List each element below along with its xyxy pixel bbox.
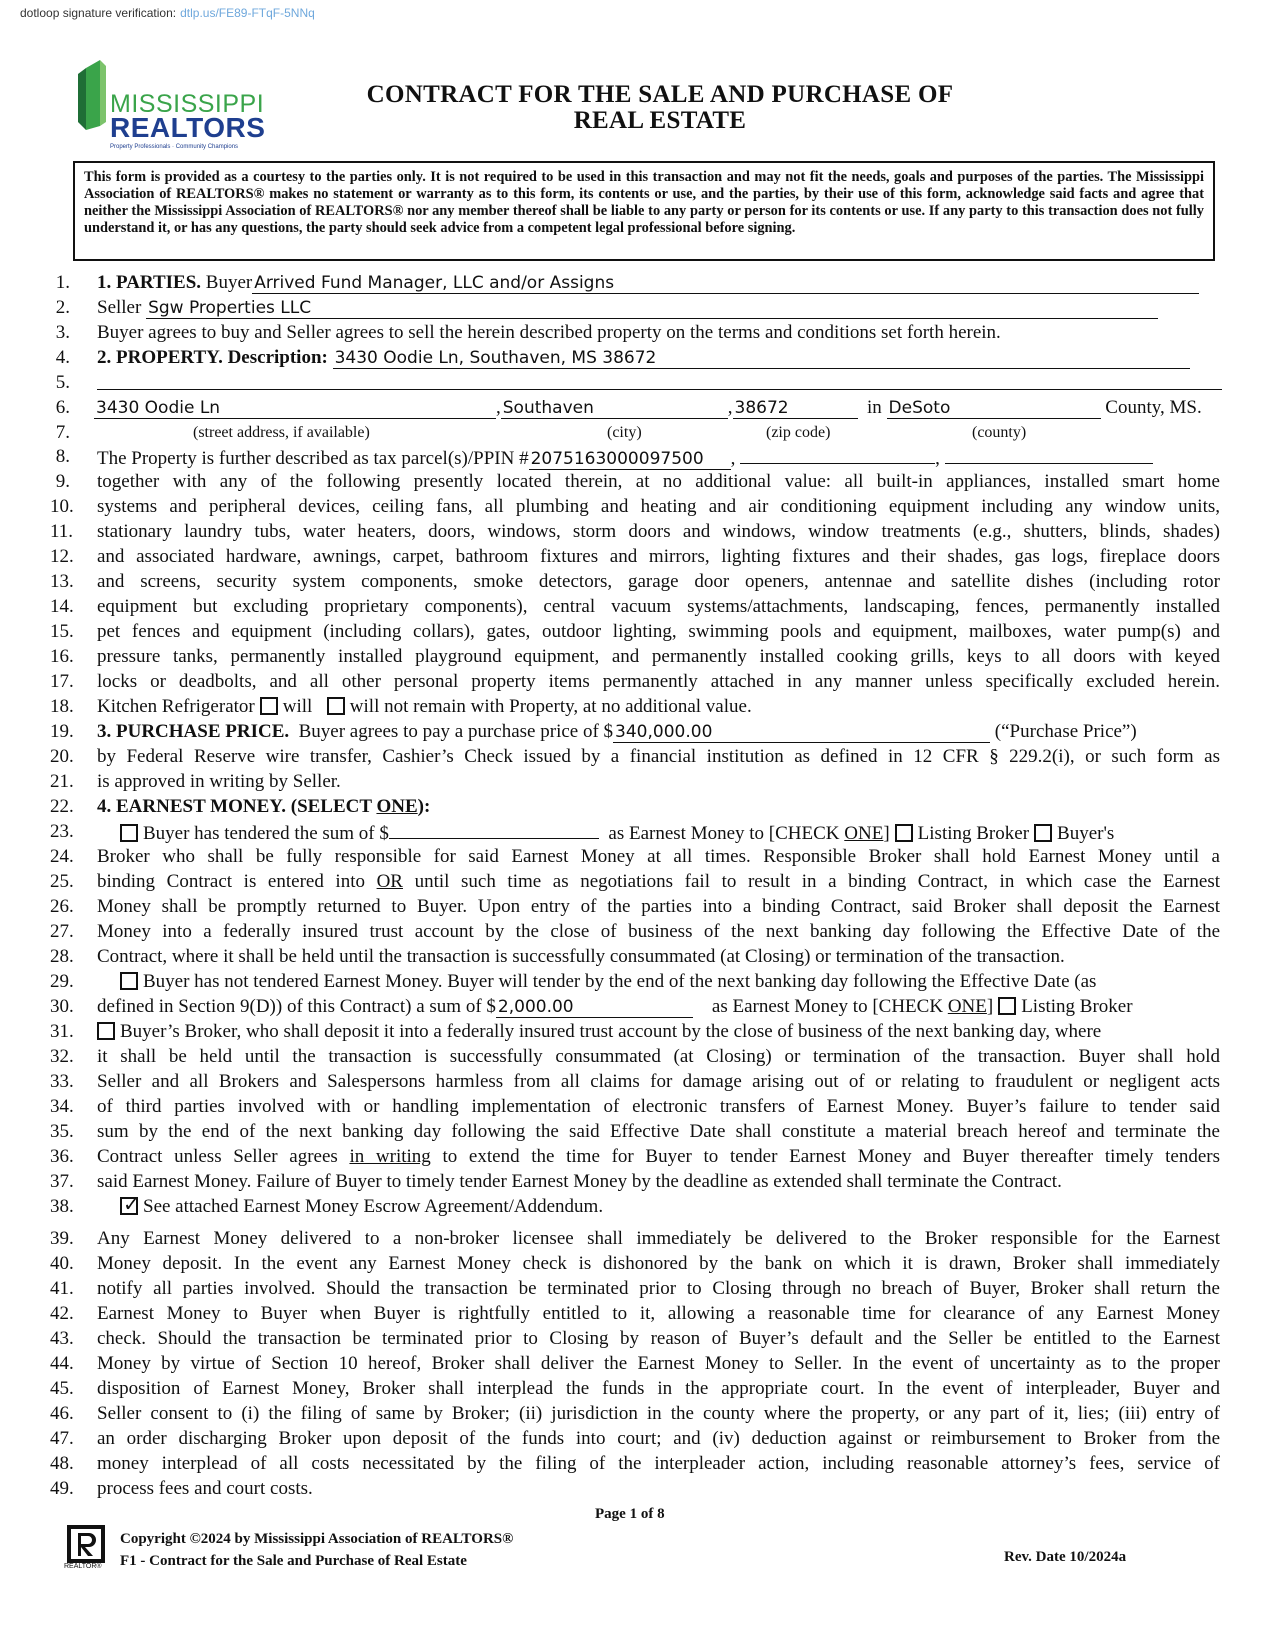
document-title: [300, 82, 1020, 134]
line-number: 49.: [50, 1478, 74, 1499]
line-number: 25.: [50, 871, 74, 892]
line-40: [50, 1252, 1220, 1276]
line-number: 27.: [50, 921, 74, 942]
line-2: [50, 296, 1220, 320]
escrow-addendum-checkbox[interactable]: [120, 1197, 138, 1215]
refrigerator-will-checkbox[interactable]: [260, 697, 278, 715]
earnest-money-amount-field[interactable]: 2,000.00: [496, 997, 693, 1018]
purchase-price-label: Buyer agrees to pay a purchase price of $: [298, 721, 614, 742]
line-text: process fees and court costs.: [97, 1478, 313, 1499]
page-number: Page 1 of 8: [595, 1506, 665, 1522]
line-number: 3.: [55, 322, 70, 343]
line-number: 45.: [50, 1378, 74, 1399]
line-text: Money into a federally insured trust account by the close of business of the next banking day following the Effective Date of the: [97, 921, 1220, 942]
line-46: [50, 1402, 1220, 1426]
line-text: Earnest Money to Buyer when Buyer is rightfully entitled to it, allowing a reasonable time for clearance of any Earnest Money: [97, 1303, 1220, 1324]
line-text: locks or deadbolts, and all other personal property items permanently attached in any manner unless specifically excluded herein.: [97, 671, 1220, 692]
line-28: [50, 945, 1220, 969]
line-7: [50, 421, 1220, 445]
realtor-mark-text: REALTOR®: [64, 1563, 102, 1570]
escrow-addendum-label: See attached Earnest Money Escrow Agreement/Addendum.: [143, 1196, 604, 1217]
line-number: 29.: [50, 971, 74, 992]
line-number: 14.: [50, 596, 74, 617]
line-number: 33.: [50, 1071, 74, 1092]
logo-mark-icon: [78, 60, 108, 132]
line-1: [50, 271, 1220, 295]
street-address-caption: (street address, if available): [193, 424, 370, 441]
line-text: Buyer’s Broker, who shall deposit it into a federally insured trust account by the close of business of the next banking day, where: [120, 1021, 1102, 1042]
check-one-label: as Earnest Money to [CHECK: [711, 996, 948, 1017]
verification-label: dotloop signature verification:: [20, 6, 177, 20]
seller-field[interactable]: Sgw Properties LLC: [146, 298, 1158, 319]
line-35: [50, 1120, 1220, 1144]
line-24: [50, 845, 1220, 869]
line-text: Contract unless Seller agrees in writing to extend the time for Buyer to tender Earnest Money and Buyer thereafter timely tenders: [97, 1146, 1220, 1167]
zip-code-field[interactable]: 38672: [733, 398, 858, 419]
has-not-tendered-checkbox[interactable]: [120, 972, 138, 990]
line-39: [50, 1227, 1220, 1251]
line-32: [50, 1045, 1220, 1069]
line-number: 9.: [55, 471, 70, 492]
line-number: 15.: [50, 621, 74, 642]
property-description-field[interactable]: 3430 Oodie Ln, Southaven, MS 38672: [333, 348, 1190, 369]
line-43: [50, 1327, 1220, 1351]
line-text: said Earnest Money. Failure of Buyer to timely tender Earnest Money by the deadline as extended shall terminate the Contract.: [97, 1171, 1062, 1192]
line-text: Money deposit. In the event any Earnest Money check is dishonored by the bank on which it is drawn, Broker shall immediately: [97, 1253, 1220, 1274]
title-line-1: CONTRACT FOR THE SALE AND PURCHASE OF: [366, 81, 954, 108]
realtor-r-logo: [64, 1525, 105, 1573]
line-text: an order discharging Broker upon deposit of the funds into court; and (iv) deduction against or reimbursement to Broker from the: [97, 1428, 1220, 1449]
property-heading: 2. PROPERTY. Description:: [97, 347, 328, 368]
county-caption: (county): [972, 424, 1027, 441]
line-26: [50, 895, 1220, 919]
parcel-field-3[interactable]: [945, 445, 1153, 464]
line-number: 23.: [50, 821, 74, 842]
line-number: 12.: [50, 546, 74, 567]
line-number: 2.: [55, 297, 70, 318]
county-ms-label: County, MS.: [1105, 397, 1202, 418]
line-number: 26.: [50, 896, 74, 917]
logo-text-mississippi: MISSISSIPPI: [110, 90, 265, 118]
verification-link[interactable]: dtlp.us/FE89-FTqF-5NNq: [180, 6, 315, 20]
check-one-label: as Earnest Money to [CHECK: [608, 823, 845, 844]
line-34: [50, 1095, 1220, 1119]
line-6: 6. 3430 Oodie Ln , Southaven , 38672 in DeSoto County, MS.: [50, 396, 1220, 420]
line-12: [50, 545, 1220, 569]
line-text: money interplead of all costs necessitated by the filing of the interpleader action, including reasonable attorney’s fees, service of: [97, 1453, 1220, 1474]
line-8: 8. The Property is further described as tax parcel(s)/PPIN # 2075163000097500 , ,: [50, 445, 1220, 469]
line-number: 41.: [50, 1278, 74, 1299]
in-label: in: [867, 397, 882, 418]
line-3: [50, 321, 1220, 345]
line-36: [50, 1145, 1220, 1169]
line-15: [50, 620, 1220, 644]
street-address-field[interactable]: 3430 Oodie Ln: [94, 398, 496, 419]
line-text: Contract, where it shall be held until the transaction is successfully consummated (at Closing) or termination of the transaction.: [97, 946, 1065, 967]
line-number: 40.: [50, 1253, 74, 1274]
purchase-price-heading: 3. PURCHASE PRICE.: [97, 721, 290, 742]
line-23: 23. Buyer has tendered the sum of $ as Earnest Money to [CHECK ONE] Listing Broker Buyer's: [50, 821, 1115, 844]
line-text: binding Contract is entered into OR until such time as negotiations fail to result in a binding Contract, in which case the Earnest: [97, 871, 1220, 892]
buyers-broker-label: Buyer's: [1057, 823, 1115, 844]
line-number: 48.: [50, 1453, 74, 1474]
line-number: 20.: [50, 746, 74, 767]
listing-broker-label: Listing Broker: [917, 823, 1030, 844]
line-number: 24.: [50, 846, 74, 867]
has-tendered-checkbox[interactable]: [120, 824, 138, 842]
line-text: Seller and all Brokers and Salespersons harmless from all claims for damage arising out of or relating to fraudulent or negligent acts: [97, 1071, 1220, 1092]
parties-heading: 1. PARTIES.: [97, 272, 202, 293]
line-number: 43.: [50, 1328, 74, 1349]
buyer-field[interactable]: Arrived Fund Manager, LLC and/or Assigns: [252, 273, 1199, 294]
earnest-money-heading: 4. EARNEST MONEY. (SELECT ONE):: [97, 796, 431, 817]
refrigerator-will-not-checkbox[interactable]: [327, 697, 345, 715]
line-18: [50, 695, 1220, 719]
line-text: is approved in writing by Seller.: [97, 771, 341, 792]
mississippi-realtors-logo: [78, 60, 266, 150]
line-text: by Federal Reserve wire transfer, Cashier’s Check issued by a financial institution as defined in 12 CFR § 229.2(i), or such form as: [97, 746, 1220, 767]
line-text: and screens, security system components, smoke detectors, garage door openers, antennae and satellite dishes (including rotor: [97, 571, 1220, 592]
line-number: 37.: [50, 1171, 74, 1192]
line-number: 10.: [50, 496, 74, 517]
line-text: Seller consent to (i) the filing of same by Broker; (ii) jurisdiction in the county where the property, or any part of it, lies; (iii) entry of: [97, 1403, 1220, 1424]
line-text: systems and peripheral devices, ceiling fans, all plumbing and heating and air conditioning equipment including any window units,: [97, 496, 1220, 517]
line-text: and associated hardware, awnings, carpet, bathroom fixtures and mirrors, lighting fixtures and their shades, gas logs, fireplace doors: [97, 546, 1220, 567]
copyright: Copyright ©2024 by Mississippi Association of REALTORS®: [120, 1531, 514, 1547]
line-11: [50, 520, 1220, 544]
parcel-field-2[interactable]: [740, 445, 935, 464]
line-text: pressure tanks, permanently installed playground equipment, and permanently installed cooking grills, keys to all doors with keyed: [97, 646, 1220, 667]
line-41: [50, 1277, 1220, 1301]
purchase-price-term: (“Purchase Price”): [994, 721, 1137, 742]
line-number: 47.: [50, 1428, 74, 1449]
line-20: [50, 745, 1220, 769]
line-text: of third parties involved with or handling implementation of electronic transfers of Earnest Money. Buyer’s failure to tender said: [97, 1096, 1220, 1117]
buyer-label: Buyer: [205, 272, 253, 293]
line-text: Buyer agrees to buy and Seller agrees to sell the herein described property on the terms and conditions set forth herein.: [97, 322, 1001, 343]
line-text: sum by the end of the next banking day following the said Effective Date shall constitute a material breach hereof and terminate the: [97, 1121, 1220, 1142]
line-text: notify all parties involved. Should the transaction be terminated prior to Closing through no breach of Buyer, Broker shall return the: [97, 1278, 1220, 1299]
line-13: [50, 570, 1220, 594]
line-number: 13.: [50, 571, 74, 592]
line-text: Money by virtue of Section 10 hereof, Broker shall deliver the Earnest Money to Seller. In the event of uncertainty as to the proper: [97, 1353, 1220, 1374]
disclaimer-box: This form is provided as a courtesy to the parties only. It is not required to be used in this transaction and may not fit the needs, goals and purposes of the parties. The Mississippi Association of REALTORS® makes no statement or warranty as to this form, its contents or use, and the parties, by their use of this form, acknowledge said facts and agree that neither the Mississippi Association of REALTORS® nor any member thereof shall be liable to any party or person for its contents or use. If any party to this transaction does not fully understand it, or has any questions, the party should seek advice from a competent legal professional before signing.: [73, 161, 1215, 261]
line-number: 1.: [55, 272, 70, 293]
buyers-broker-checkbox-1[interactable]: [1034, 824, 1052, 842]
line-21: [50, 770, 1220, 794]
logo-tagline: Property Professionals · Community Champions: [110, 144, 239, 150]
line-37: [50, 1170, 1220, 1194]
line-number: 34.: [50, 1096, 74, 1117]
line-number: 31.: [50, 1021, 74, 1042]
rev-date: Rev. Date 10/2024a: [1004, 1549, 1127, 1565]
line-text: Any Earnest Money delivered to a non-broker licensee shall immediately be delivered to the Broker responsible for the Earnest: [97, 1228, 1220, 1249]
line-text: stationary laundry tubs, water heaters, doors, windows, storm doors and windows, window treatments (e.g., shutters, blinds, shades): [97, 521, 1220, 542]
buyers-broker-checkbox-2[interactable]: [97, 1022, 115, 1040]
line-22: [50, 795, 1220, 819]
line-16: [50, 645, 1220, 669]
line-number: 36.: [50, 1146, 74, 1167]
will-not-label: will not remain with Property, at no additional value.: [349, 696, 752, 717]
line-number: 21.: [50, 771, 74, 792]
line-47: [50, 1427, 1220, 1451]
sum-label: defined in Section 9(D)) of this Contract) a sum of $: [97, 996, 496, 1017]
line-10: [50, 495, 1220, 519]
line-text: Buyer has not tendered Earnest Money. Buyer will tender by the end of the next banking day following the Effective Date (as: [143, 971, 1097, 992]
form-name: F1 - Contract for the Sale and Purchase of Real Estate: [120, 1553, 467, 1569]
line-number: 11.: [50, 521, 74, 542]
line-49: [50, 1477, 1220, 1501]
line-number: 6.: [55, 397, 70, 418]
line-48: [50, 1452, 1220, 1476]
line-25: [50, 870, 1220, 894]
line-29: [50, 970, 1220, 994]
parcel-field-1[interactable]: 2075163000097500: [529, 449, 731, 470]
line-30: 30. defined in Section 9(D)) of this Contract) a sum of $ 2,000.00 as Earnest Money to [CHECK ONE] Listing Broker: [50, 996, 1133, 1017]
line-text: together with any of the following presently located therein, at no additional value: all built-in appliances, installed smart home: [97, 471, 1220, 492]
line-text: it shall be held until the transaction is successfully consummated (at Closing) or termination of the transaction. Buyer shall hold: [97, 1046, 1220, 1067]
line-number: 7.: [55, 422, 70, 443]
title-line-2: REAL ESTATE: [573, 107, 747, 134]
line-19: [50, 720, 1220, 744]
line-text: pet fences and equipment (including collars), gates, outdoor lighting, swimming pools and equipment, mailboxes, water pump(s) and: [97, 621, 1220, 642]
seller-label: Seller: [97, 297, 142, 318]
line-number: 16.: [50, 646, 74, 667]
property-description-field-2[interactable]: [97, 371, 1222, 390]
line-number: 32.: [50, 1046, 74, 1067]
refrigerator-label: Kitchen Refrigerator: [97, 696, 255, 717]
parcel-label: The Property is further described as tax parcel(s)/PPIN #: [97, 448, 529, 469]
line-45: [50, 1377, 1220, 1401]
line-27: [50, 920, 1220, 944]
listing-broker-checkbox-2[interactable]: [998, 997, 1016, 1015]
line-number: 35.: [50, 1121, 74, 1142]
line-number: 22.: [50, 796, 74, 817]
line-number: 39.: [50, 1228, 74, 1249]
line-number: 19.: [50, 721, 74, 742]
line-14: [50, 595, 1220, 619]
city-field[interactable]: Southaven: [501, 398, 728, 419]
line-text: disposition of Earnest Money, Broker shall interplead the funds in the appropriate court. In the event of interpleader, Buyer and: [97, 1378, 1220, 1399]
line-number: 28.: [50, 946, 74, 967]
line-number: 38.: [50, 1196, 74, 1217]
line-number: 44.: [50, 1353, 74, 1374]
tendered-amount-field[interactable]: [389, 820, 599, 839]
will-label: will: [282, 696, 313, 717]
line-17: [50, 670, 1220, 694]
line-44: [50, 1352, 1220, 1376]
line-5: [50, 371, 1220, 395]
dotloop-verification: [20, 6, 315, 20]
line-9: [50, 470, 1220, 494]
listing-broker-label: Listing Broker: [1021, 996, 1133, 1017]
line-text: check. Should the transaction be terminated prior to Closing by reason of Buyer’s default and the Seller be entitled to the Earnest: [97, 1328, 1220, 1349]
line-number: 5.: [55, 372, 70, 393]
line-text: Money shall be promptly returned to Buyer. Upon entry of the parties into a binding Contract, said Broker shall deposit the Earnest: [97, 896, 1220, 917]
realtor-r-icon: [67, 1525, 105, 1563]
line-number: 46.: [50, 1403, 74, 1424]
line-38: [50, 1195, 1220, 1219]
purchase-price-field[interactable]: 340,000.00: [613, 722, 990, 743]
line-33: [50, 1070, 1220, 1094]
listing-broker-checkbox-1[interactable]: [895, 824, 913, 842]
line-number: 8.: [55, 446, 70, 467]
line-number: 17.: [50, 671, 74, 692]
city-caption: (city): [607, 424, 642, 441]
line-31: [50, 1020, 1220, 1044]
line-number: 18.: [50, 696, 74, 717]
logo-text-realtors: REALTORS: [110, 112, 266, 143]
line-number: 30.: [50, 996, 74, 1017]
line-number: 4.: [55, 347, 70, 368]
line-text: equipment but excluding proprietary components), central vacuum systems/attachments, landscaping, fences, permanently installed: [97, 596, 1220, 617]
line-42: [50, 1302, 1220, 1326]
county-field[interactable]: DeSoto: [887, 398, 1101, 419]
line-number: 42.: [50, 1303, 74, 1324]
line-text: Broker who shall be fully responsible for said Earnest Money at all times. Responsible Broker shall hold Earnest Money until a: [97, 846, 1220, 867]
has-tendered-label: Buyer has tendered the sum of $: [143, 823, 389, 844]
line-4: [50, 346, 1220, 370]
zip-code-caption: (zip code): [766, 424, 831, 441]
